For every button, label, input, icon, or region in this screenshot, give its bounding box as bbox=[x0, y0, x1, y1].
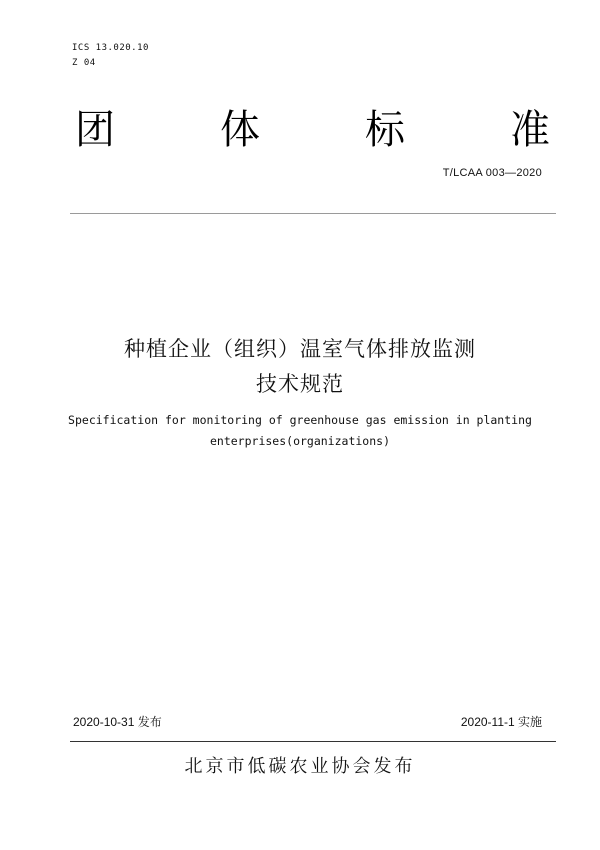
chinese-title-line-2: 技术规范 bbox=[256, 372, 344, 396]
issuing-organization: 北京市低碳农业协会发布 bbox=[184, 756, 416, 777]
document-type-char-3: 标 bbox=[365, 107, 405, 153]
top-divider bbox=[70, 213, 556, 214]
document-type-char-2: 体 bbox=[220, 107, 260, 153]
english-title-line-2: enterprises(organizations) bbox=[209, 434, 390, 448]
document-type-char-1: 团 bbox=[75, 107, 115, 153]
bottom-divider bbox=[70, 741, 556, 742]
implementation-date: 2020-11-1 实施 bbox=[460, 715, 542, 729]
chinese-title-line-1: 种植企业（组织）温室气体排放监测 bbox=[124, 337, 476, 361]
classification-code: Z 04 bbox=[72, 58, 96, 68]
document-type-char-4: 准 bbox=[510, 107, 550, 153]
english-title-line-1: Specification for monitoring of greenhouse gas emission in planting bbox=[68, 413, 532, 427]
standard-number: T/LCAA 003—2020 bbox=[442, 167, 542, 179]
publish-date: 2020-10-31 发布 bbox=[73, 715, 162, 729]
ics-code: ICS 13.020.10 bbox=[72, 43, 149, 53]
